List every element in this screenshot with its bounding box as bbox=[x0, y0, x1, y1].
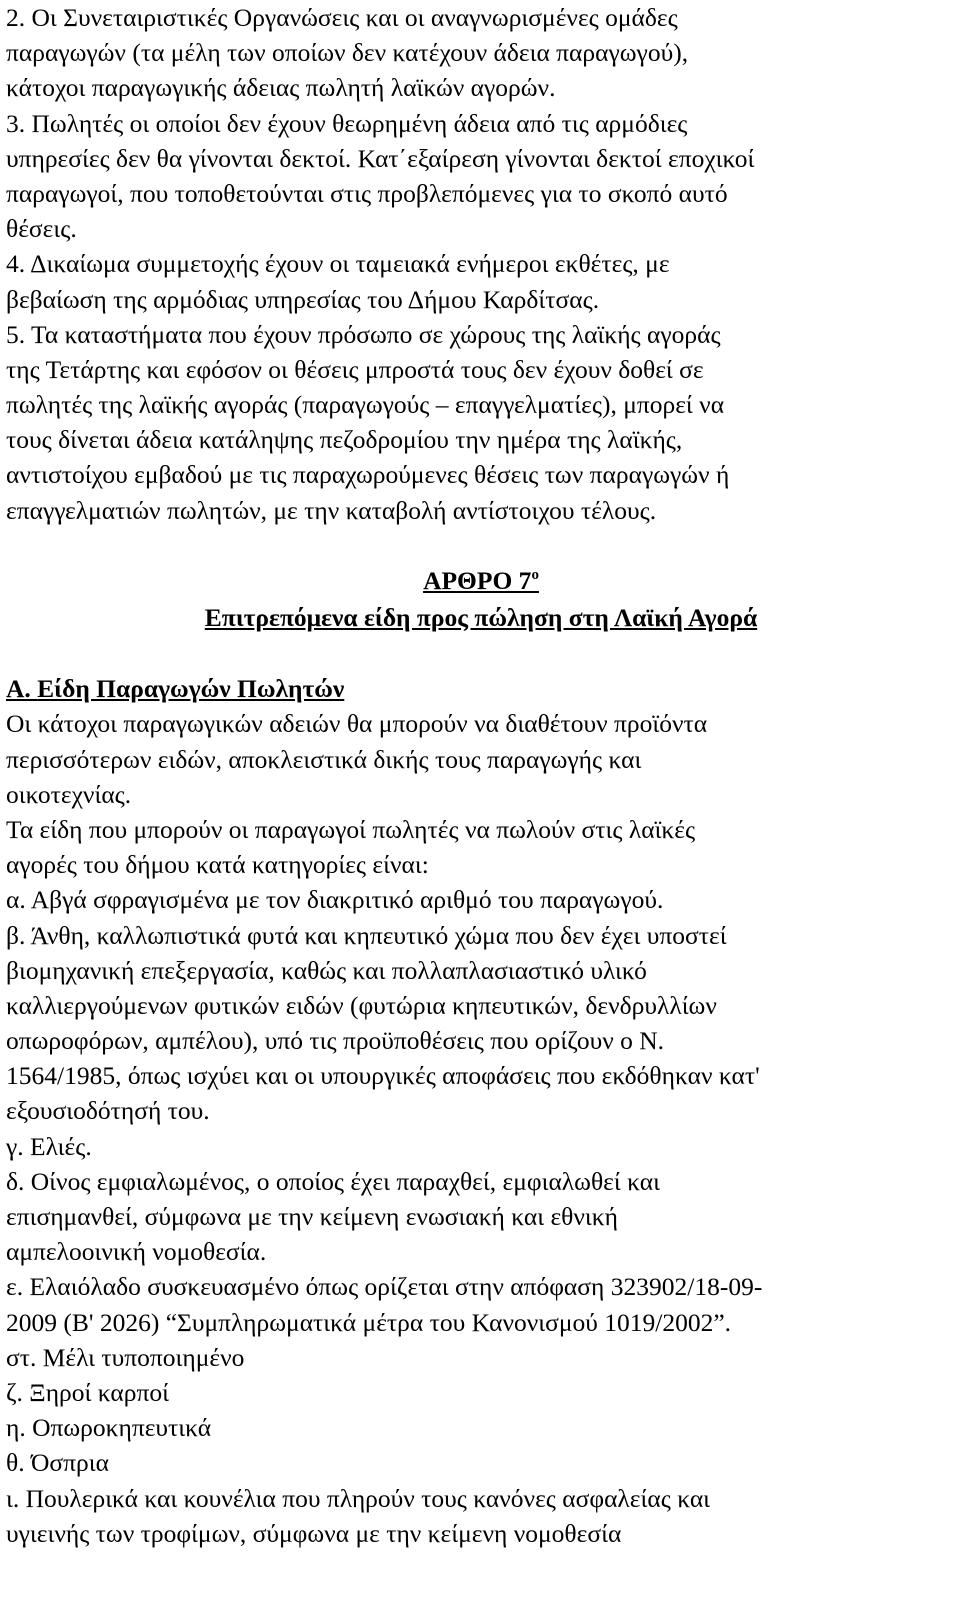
text-line: επισημανθεί, σύμφωνα με την κείμενη ενωσιακή και εθνική bbox=[6, 1202, 618, 1231]
document-page bbox=[6, 0, 956, 1551]
article-number-superscript: ο bbox=[531, 566, 539, 583]
text-line: πωλητές της λαϊκής αγοράς (παραγωγούς – επαγγελματίες), μπορεί να bbox=[6, 390, 725, 420]
text-line: βεβαίωση της αρμόδιας υπηρεσίας του Δήμου Καρδίτσας. bbox=[6, 284, 600, 314]
text-line: περισσότερων ειδών, αποκλειστικά δικής τους παραγωγής και bbox=[6, 744, 642, 774]
list-item: θ. Όσπρια bbox=[6, 1448, 109, 1478]
text-line: της Τετάρτης και εφόσον οι θέσεις μπροστά τους δεν έχουν δοθεί σε bbox=[6, 354, 704, 384]
article-title-heading bbox=[6, 600, 956, 635]
list-item: ζ. Ξηροί καρποί bbox=[6, 1377, 169, 1407]
text-line: Τα είδη που μπορούν οι παραγωγοί πωλητές να πωλούν στις λαϊκές bbox=[6, 814, 696, 844]
text-line: υγιεινής των τροφίμων, σύμφωνα με την κείμενη νομοθεσία bbox=[6, 1518, 622, 1548]
text-line: κάτοχοι παραγωγικής άδειας πωλητή λαϊκών αγορών. bbox=[6, 73, 556, 103]
list-item: ε. Ελαιόλαδο συσκευασμένο όπως ορίζεται στην απόφαση 323902/18-09- bbox=[6, 1272, 763, 1302]
text-line: υπηρεσίες δεν θα γίνονται δεκτοί. Κατ΄εξαίρεση γίνονται δεκτοί εποχικοί bbox=[6, 143, 755, 173]
list-item: στ. Μέλι τυποποιημένο bbox=[6, 1342, 245, 1372]
list-item: η. Οπωροκηπευτικά bbox=[6, 1413, 212, 1443]
text-line: αγορές του δήμου κατά κατηγορίες είναι: bbox=[6, 850, 429, 880]
section-a-heading bbox=[6, 671, 956, 706]
list-item: γ. Ελιές. bbox=[6, 1131, 92, 1161]
text-line: οπωροφόρων, αμπέλου), υπό τις προϋποθέσεις που ορίζουν ο Ν. bbox=[6, 1026, 665, 1056]
article-title: Επιτρεπόμενα είδη προς πώληση στη Λαϊκή Αγορά bbox=[204, 603, 758, 632]
list-item: α. Αβγά σφραγισμένα με τον διακριτικό αριθμό του παραγωγού. bbox=[6, 885, 664, 915]
section-a-prefix: Α. bbox=[6, 674, 38, 704]
text-line: 1564/1985, όπως ισχύει και οι υπουργικές αποφάσεις που εκδόθηκαν κατ' bbox=[6, 1061, 760, 1091]
text-line: 2. Οι Συνεταιριστικές Οργανώσεις και οι αναγνωρισμένες ομάδες bbox=[6, 3, 678, 32]
text-line: εξουσιοδότησή του. bbox=[6, 1096, 210, 1126]
section-a-title: Είδη Παραγωγών Πωλητών bbox=[37, 674, 345, 704]
text-line: 5. Τα καταστήματα που έχουν πρόσωπο σε χώρους της λαϊκής αγοράς bbox=[6, 319, 721, 349]
section-a-body bbox=[6, 706, 956, 1551]
text-line: αμπελοοινική νομοθεσία. bbox=[6, 1237, 267, 1267]
text-line: θέσεις. bbox=[6, 214, 77, 244]
article-number bbox=[423, 566, 539, 595]
text-line: επαγγελματιών πωλητών, με την καταβολή αντίστοιχου τέλους. bbox=[6, 495, 657, 525]
text-line: οικοτεχνίας. bbox=[6, 779, 132, 809]
text-line: παραγωγοί, που τοποθετούνται στις προβλεπόμενες για το σκοπό αυτό bbox=[6, 178, 728, 208]
text-line: 3. Πωλητές οι οποίοι δεν έχουν θεωρημένη άδεια από τις αρμόδιες bbox=[6, 108, 688, 138]
list-item: β. Άνθη, καλλωπιστικά φυτά και κηπευτικό χώμα που δεν έχει υποστεί bbox=[6, 920, 727, 950]
text-line: τους δίνεται άδεια κατάληψης πεζοδρομίου την ημέρα της λαϊκής, bbox=[6, 425, 683, 455]
text-line: αντιστοίχου εμβαδού με τις παραχωρούμενες θέσεις των παραγωγών ή bbox=[6, 460, 730, 490]
article-number-heading bbox=[6, 563, 956, 598]
text-line: 4. Δικαίωμα συμμετοχής έχουν οι ταμειακά ενήμεροι εκθέτες, με bbox=[6, 249, 670, 279]
text-line: Οι κάτοχοι παραγωγικών αδειών θα μπορούν να διαθέτουν προϊόντα bbox=[6, 709, 708, 739]
intro-paragraphs bbox=[6, 0, 956, 528]
article-number-text: ΑΡΘΡΟ 7 bbox=[423, 565, 532, 595]
text-line: 2009 (Β' 2026) “Συμπληρωματικά μέτρα του Κανονισμού 1019/2002”. bbox=[6, 1307, 732, 1337]
text-line: παραγωγών (τα μέλη των οποίων δεν κατέχουν άδεια παραγωγού), bbox=[6, 38, 689, 68]
list-item: δ. Οίνος εμφιαλωμένος, ο οποίος έχει παραχθεί, εμφιαλωθεί και bbox=[6, 1166, 660, 1196]
text-line: βιομηχανική επεξεργασία, καθώς και πολλαπλασιαστικό υλικό bbox=[6, 955, 647, 985]
text-line: καλλιεργούμενων φυτικών ειδών (φυτώρια κηπευτικών, δενδρυλλίων bbox=[6, 990, 717, 1020]
list-item: ι. Πουλερικά και κουνέλια που πληρούν τους κανόνες ασφαλείας και bbox=[6, 1483, 711, 1513]
